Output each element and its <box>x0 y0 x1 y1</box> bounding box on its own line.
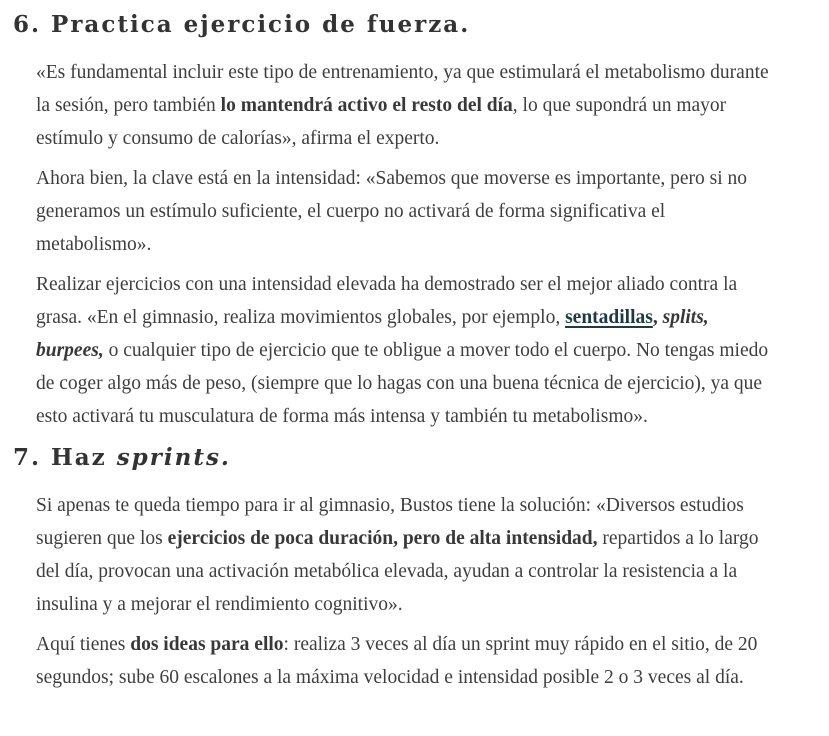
text-run: : realiza 3 veces al día un sprint muy rápido en el sitio, de 20 segundos; sube 60 escalones a la máxima velocidad e intensidad posible 2 o 3 veces al día. <box>36 634 758 688</box>
bold-italic-text-run: splits, burpees, <box>36 307 709 361</box>
text-run: o cualquier tipo de ejercicio que te obligue a mover todo el cuerpo. No tengas miedo de coger algo más de peso, (siempre que lo hagas con una buena técnica de ejercicio), ya que esto activará tu musculatura de forma más intensa y también tu metabolismo». <box>36 340 769 427</box>
section-6-heading <box>13 10 779 40</box>
section-7-paragraph-1 <box>36 489 778 621</box>
section-6-paragraph-2 <box>36 162 778 261</box>
bold-text-run: lo mantendrá activo el resto del día <box>220 95 513 116</box>
sentadillas-link[interactable]: sentadillas <box>565 307 653 328</box>
bold-text-run: , <box>652 307 663 328</box>
section-7-heading-text: 7. Haz <box>13 444 117 471</box>
bold-text-run: ejercicios de poca duración, pero de alta intensidad, <box>167 528 598 549</box>
section-7-paragraph-2 <box>36 628 778 694</box>
section-6-paragraph-1 <box>36 56 778 155</box>
section-7-heading-italic: sprints. <box>116 444 231 471</box>
text-run: Si apenas te queda tiempo para ir al gimnasio, Bustos tiene la solución: «Diversos estudios sugieren que los <box>36 495 744 549</box>
text-run: Aquí tienes <box>36 634 131 655</box>
text-run: repartidos a lo largo del día, provocan una activación metabólica elevada, ayudan a controlar la resistencia a la insulina y a mejorar el rendimiento cognitivo». <box>36 528 759 615</box>
text-run: Realizar ejercicios con una intensidad elevada ha demostrado ser el mejor aliado contra la grasa. «En el gimnasio, realiza movimientos globales, por ejemplo, <box>36 274 738 328</box>
section-7-heading <box>13 443 779 473</box>
bold-text-run: dos ideas para ello <box>130 634 284 655</box>
text-run: , lo que supondrá un mayor estímulo y consumo de calorías», afirma el experto. <box>36 95 727 149</box>
text-run: Ahora bien, la clave está en la intensidad: «Sabemos que moverse es importante, pero si no generamos un estímulo suficiente, el cuerpo no activará de forma significativa el metabolismo». <box>36 168 747 255</box>
section-6-paragraph-3 <box>36 268 778 433</box>
section-6-heading-text: 6. Practica ejercicio de fuerza. <box>13 11 471 38</box>
text-run: «Es fundamental incluir este tipo de entrenamiento, ya que estimulará el metabolismo durante la sesión, pero también <box>36 62 769 116</box>
